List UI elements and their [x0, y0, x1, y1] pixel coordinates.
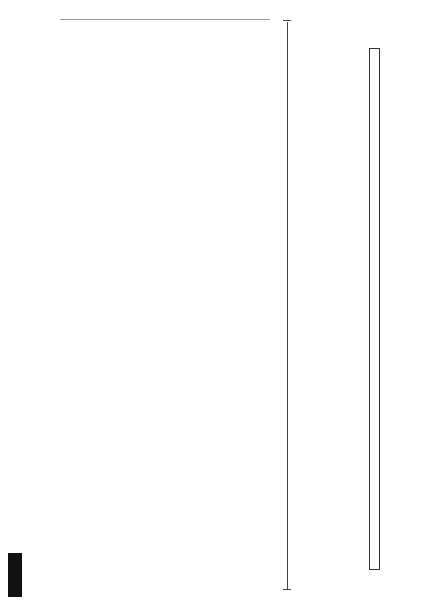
- dimension-cap-bottom: [283, 589, 291, 590]
- track-plan-drawing: [70, 8, 290, 593]
- peco-logo: [8, 553, 22, 595]
- dimension-line: [287, 22, 288, 590]
- dimension-cap-top: [283, 20, 291, 21]
- scale-bar-ticks: [360, 40, 410, 580]
